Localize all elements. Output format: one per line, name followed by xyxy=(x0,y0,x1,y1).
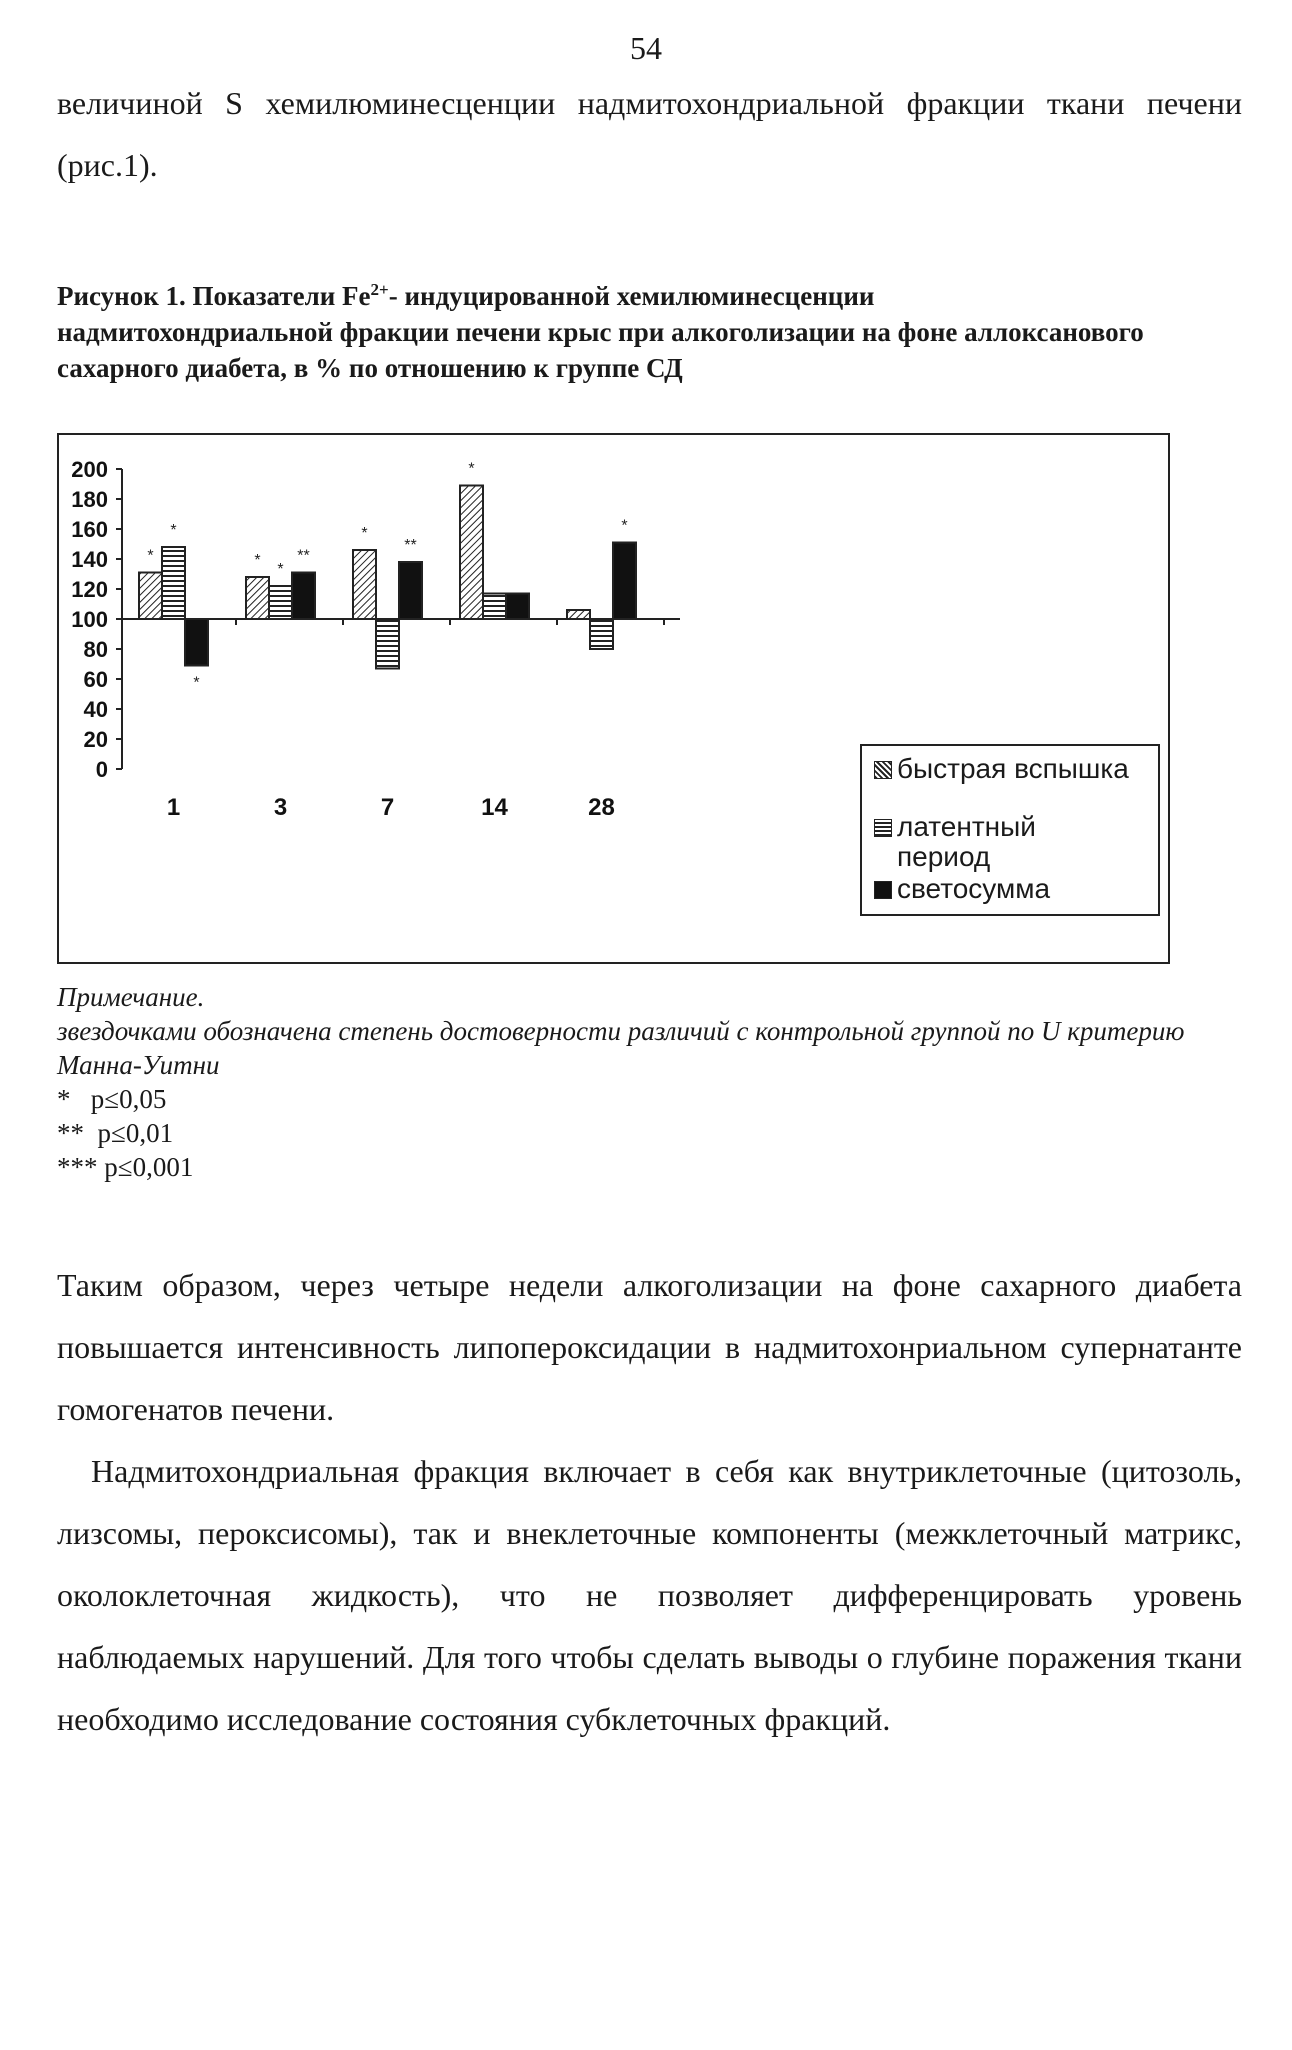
x-category-label: 7 xyxy=(380,794,395,821)
y-tick-label: 120 xyxy=(71,577,108,602)
paragraph-conclusion: Таким образом, через четыре недели алкоголизации на фоне сахарного диабета повышается интенсивность липопероксидации в надмитохонриальном супернатанте гомогенатов печени. xyxy=(57,1267,1242,1427)
figure-note xyxy=(57,980,1242,1184)
legend-label: латентный период xyxy=(897,811,1036,872)
page-number: 54 xyxy=(630,30,662,66)
bar-2-3 xyxy=(292,573,315,620)
note-level-1: * p≤0,05 xyxy=(57,1084,167,1114)
y-tick-label: 180 xyxy=(71,487,108,512)
note-text: звездочками обозначена степень достоверности различий с контрольной группой по U критерию Манна-Уитни xyxy=(57,1016,1185,1080)
legend-swatch-black xyxy=(874,881,892,899)
caption-prefix: Рисунок 1. Показатели Fe xyxy=(57,281,371,311)
y-tick-label: 140 xyxy=(71,547,108,572)
significance-mark: * xyxy=(361,525,368,542)
significance-mark: * xyxy=(170,522,177,539)
significance-mark: * xyxy=(468,460,475,478)
figure-caption xyxy=(57,278,1157,386)
caption-superscript: 2+ xyxy=(370,280,389,299)
y-tick-label: 200 xyxy=(71,457,108,482)
chart-frame xyxy=(57,433,1170,964)
y-tick-label: 100 xyxy=(71,607,108,632)
significance-mark: * xyxy=(147,547,154,565)
note-level-3: *** p≤0,001 xyxy=(57,1152,194,1182)
chart-legend xyxy=(860,744,1160,916)
legend-item-fast-flash xyxy=(874,754,1129,784)
x-category-label: 1 xyxy=(166,794,181,821)
x-category-label: 28 xyxy=(588,794,615,821)
legend-label: светосумма xyxy=(897,873,1051,904)
significance-mark: * xyxy=(254,552,261,569)
bar-1-3 xyxy=(269,586,292,619)
paragraph-fraction: Надмитохондриальная фракция включает в себя как внутриклеточные (цитозоль, лизсомы, пероксисомы), так и внеклеточные компоненты (межклеточный матрикс, околоклеточная жидкость), что не позволяет дифференцировать уровень наблюдаемых нарушений. Для того чтобы сделать выводы о глубине поражения ткани необходимо исследование состояния субклеточных фракций. xyxy=(57,1453,1242,1737)
legend-swatch-hatched xyxy=(874,761,892,779)
note-title: Примечание. xyxy=(57,982,205,1012)
caption-suffix: - индуцированной хемилюминесценции надмитохондриальной фракции печени крыс при алкоголизации на фоне аллоксанового сахарного диабета, в % по отношению к группе СД xyxy=(57,281,1144,383)
bar-2-28 xyxy=(613,543,636,620)
bar-0-1 xyxy=(139,573,162,620)
bar-0-28 xyxy=(567,610,590,619)
significance-mark: * xyxy=(277,561,284,578)
significance-mark: ** xyxy=(404,537,417,554)
bar-2-1 xyxy=(185,619,208,666)
bar-0-3 xyxy=(246,577,269,619)
intro-text: величиной S хемилюминесценции надмитохондриальной фракции ткани печени (рис.1). xyxy=(57,85,1242,183)
note-level-2: ** p≤0,01 xyxy=(57,1118,174,1148)
bar-0-14 xyxy=(460,486,483,620)
y-tick-label: 40 xyxy=(83,697,108,722)
significance-mark: * xyxy=(193,674,200,692)
y-tick-label: 60 xyxy=(83,667,108,692)
legend-item-latent-period xyxy=(874,812,1134,872)
bar-2-7 xyxy=(399,562,422,619)
significance-mark: * xyxy=(621,517,628,535)
x-category-label: 3 xyxy=(273,794,288,821)
legend-swatch-lined xyxy=(874,819,892,837)
x-category-label: 14 xyxy=(481,794,508,821)
y-tick-label: 80 xyxy=(83,637,108,662)
y-tick-label: 20 xyxy=(83,727,108,752)
bar-0-7 xyxy=(353,550,376,619)
bar-1-14 xyxy=(483,594,506,620)
legend-label: быстрая вспышка xyxy=(897,753,1129,784)
bar-2-14 xyxy=(506,594,529,620)
significance-mark: ** xyxy=(297,547,310,565)
y-tick-label: 0 xyxy=(95,757,108,782)
bar-1-7 xyxy=(376,619,399,669)
y-tick-label: 160 xyxy=(71,517,108,542)
bar-1-1 xyxy=(162,547,185,619)
bar-1-28 xyxy=(590,619,613,649)
legend-item-light-sum xyxy=(874,874,1050,904)
